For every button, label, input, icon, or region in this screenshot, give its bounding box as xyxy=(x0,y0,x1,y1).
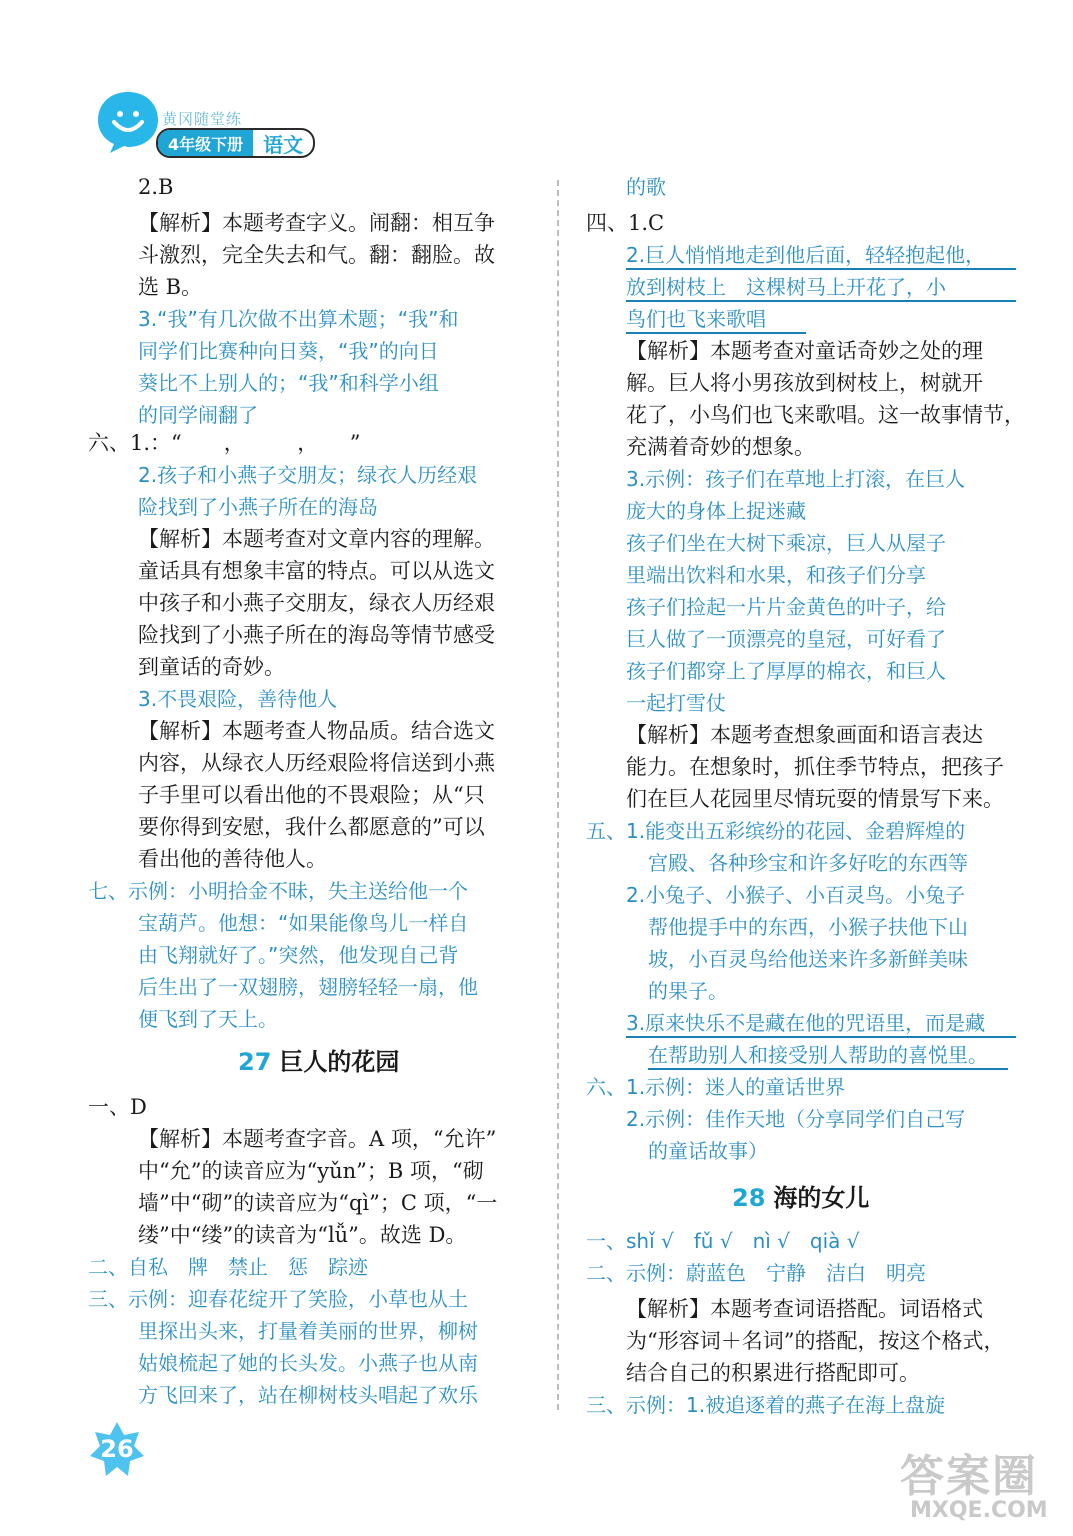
answer-line: 七、示例：小明拾金不昧，失主送给他一个 xyxy=(88,879,468,903)
answer-line: 2.示例：佳作天地（分享同学们自己写 xyxy=(626,1107,966,1131)
subject-label: 语文 xyxy=(263,132,304,157)
answer-line: 后生出了一双翅膀，翅膀轻轻一扇，他 xyxy=(138,975,478,999)
answer-line: 2.巨人悄悄地走到他后面，轻轻抱起他， xyxy=(626,243,986,267)
section-title-28 xyxy=(732,1178,869,1213)
text-line: 中“允”的读音应为“yǔn”；B 项，“砌 xyxy=(138,1159,484,1183)
text-line: 要你得到安慰，我什么都愿意的”可以 xyxy=(138,815,485,839)
answer-line: 由飞翔就好了。”突然，他发现自己背 xyxy=(138,943,459,967)
text-line: 缕”中“缕”的读音为“lǚ”。故选 D。 xyxy=(138,1223,467,1247)
text-line: 能力。在想象时，抓住季节特点，把孩子 xyxy=(626,755,1004,779)
text-line: 们在巨人花园里尽情玩耍的情景写下来。 xyxy=(626,787,1004,811)
watermark xyxy=(900,1440,1060,1530)
text-line: 四、1.C xyxy=(586,211,665,235)
watermark-url: MXQE.COM xyxy=(910,1498,1048,1523)
answer-line: 孩子们坐在大树下乘凉，巨人从屋子 xyxy=(626,531,946,555)
text-line: 看出他的善待他人。 xyxy=(138,847,327,871)
text-line: 【解析】本题考查对童话奇妙之处的理 xyxy=(626,339,983,363)
text-line: 内容，从绿衣人历经艰险将信送到小燕 xyxy=(138,751,495,775)
text-line: 花了，小鸟们也飞来歌唱。这一故事情节， xyxy=(626,403,1025,427)
answer-line: 在帮助别人和接受别人帮助的喜悦里。 xyxy=(648,1043,988,1067)
answer-line: 鸟们也飞来歌唱 xyxy=(626,307,766,331)
answer-line: 孩子们都穿上了厚厚的棉衣，和巨人 xyxy=(626,659,946,683)
answer-line: 葵比不上别人的；“我”和科学小组 xyxy=(138,371,439,395)
text-line: 【解析】本题考查对文章内容的理解。 xyxy=(138,527,495,551)
answer-line: 便飞到了天上。 xyxy=(138,1007,278,1031)
answer-line: 巨人做了一顶漂亮的皇冠，可好看了 xyxy=(626,627,946,651)
text-line: 解。巨人将小男孩放到树枝上，树就开 xyxy=(626,371,983,395)
answer-line: 姑娘梳起了她的长头发。小燕子也从南 xyxy=(138,1351,478,1375)
answer-line: 方飞回来了，站在柳树枝头唱起了欢乐 xyxy=(138,1383,478,1407)
text-line: 【解析】本题考查人物品质。结合选文 xyxy=(138,719,495,743)
answer-line: 2.孩子和小燕子交朋友；绿衣人历经艰 xyxy=(138,463,478,487)
answer-line: 里端出饮料和水果，和孩子们分享 xyxy=(626,563,926,587)
section-number: 27 xyxy=(238,1048,272,1076)
answer-line: 里探出头来，打量着美丽的世界，柳树 xyxy=(138,1319,478,1343)
answer-line: 坡，小百灵鸟给他送来许多新鲜美味 xyxy=(648,947,968,971)
text-line: 【解析】本题考查想象画面和语言表达 xyxy=(626,723,983,747)
watermark-logo: 答案圈 xyxy=(900,1451,1038,1502)
answer-line: 的歌 xyxy=(626,175,666,199)
answer-line: 宫殿、各种珍宝和许多好吃的东西等 xyxy=(648,851,968,875)
text-line: 六、1.：“ ， ， ” xyxy=(88,431,361,455)
answer-line: 二、示例：蔚蓝色 宁静 洁白 明亮 xyxy=(586,1261,926,1285)
answer-line: 帮他提手中的东西，小猴子扶他下山 xyxy=(648,915,968,939)
text-line: 到童话的奇妙。 xyxy=(138,655,285,679)
text-line: 险找到了小燕子所在的海岛等情节感受 xyxy=(138,623,495,647)
answer-line: 同学们比赛种向日葵，“我”的向日 xyxy=(138,339,439,363)
column-divider xyxy=(557,180,559,1410)
grade-label: 4年级下册 xyxy=(158,130,253,156)
text-line: 为“形容词＋名词”的搭配，按这个格式， xyxy=(626,1329,1005,1353)
answer-line: 孩子们捡起一片片金黄色的叶子，给 xyxy=(626,595,946,619)
answer-line: 放到树枝上 这棵树马上开花了，小 xyxy=(626,275,946,299)
text-line: 中孩子和小燕子交朋友，绿衣人历经艰 xyxy=(138,591,495,615)
answer-line: 的同学闹翻了 xyxy=(138,403,258,427)
page-number: 26 xyxy=(100,1435,134,1463)
answer-line: 三、示例：1.被追逐着的燕子在海上盘旋 xyxy=(586,1393,946,1417)
answer-line: 二、自私 牌 禁止 惩 踪迹 xyxy=(88,1255,368,1279)
answer-line: 三、示例：迎春花绽开了笑脸，小草也从土 xyxy=(88,1287,468,1311)
text-line: 选 B。 xyxy=(138,275,203,299)
answer-line: 3.不畏艰险，善待他人 xyxy=(138,687,338,711)
answer-line: 3.“我”有几次做不出算术题；“我”和 xyxy=(138,307,459,331)
text-line: 子手里可以看出他的不畏艰险；从“只 xyxy=(138,783,485,807)
text-line: 墙”中“砌”的读音应为“qì”；C 项，“一 xyxy=(138,1191,498,1215)
text-line: 一、D xyxy=(88,1095,147,1119)
answer-line: 3.原来快乐不是藏在他的咒语里，而是藏 xyxy=(626,1011,986,1035)
text-line: 【解析】本题考查词语搭配。词语格式 xyxy=(626,1297,983,1321)
answer-line: 险找到了小燕子所在的海岛 xyxy=(138,495,378,519)
section-name: 巨人的花园 xyxy=(279,1048,400,1076)
smiley-logo-icon xyxy=(96,90,160,154)
answer-line: 3.示例：孩子们在草地上打滚，在巨人 xyxy=(626,467,966,491)
page-number-badge xyxy=(88,1420,146,1478)
text-line: 【解析】本题考查字义。闹翻：相互争 xyxy=(138,211,495,235)
text-line: 童话具有想象丰富的特点。可以从选文 xyxy=(138,559,495,583)
answer-line: 的果子。 xyxy=(648,979,728,1003)
text-line: 2.B xyxy=(138,175,174,199)
grade-subject-badge xyxy=(156,128,315,158)
text-line: 结合自己的积累进行搭配即可。 xyxy=(626,1361,920,1385)
book-header xyxy=(96,84,356,164)
answer-line: 六、1.示例：迷人的童话世界 xyxy=(586,1075,846,1099)
answer-line: 庞大的身体上捉迷藏 xyxy=(626,499,806,523)
answer-line: 一起打雪仗 xyxy=(626,691,726,715)
section-name: 海的女儿 xyxy=(773,1184,870,1212)
answer-line: 的童话故事） xyxy=(648,1139,768,1163)
answer-line: 宝葫芦。他想：“如果能像鸟儿一样自 xyxy=(138,911,469,935)
answer-line: 一、shǐ √ fǔ √ nì √ qià √ xyxy=(586,1229,860,1253)
section-number: 28 xyxy=(732,1184,766,1212)
brand-text: 黄冈随堂练 xyxy=(162,110,243,128)
answer-line: 五、1.能变出五彩缤纷的花园、金碧辉煌的 xyxy=(586,819,966,843)
answer-line: 2.小兔子、小猴子、小百灵鸟。小兔子 xyxy=(626,883,966,907)
text-line: 充满着奇妙的想象。 xyxy=(626,435,815,459)
text-line: 【解析】本题考查字音。A 项，“允许” xyxy=(138,1127,497,1151)
section-title-27 xyxy=(238,1042,399,1077)
text-line: 斗激烈，完全失去和气。翻：翻脸。故 xyxy=(138,243,495,267)
